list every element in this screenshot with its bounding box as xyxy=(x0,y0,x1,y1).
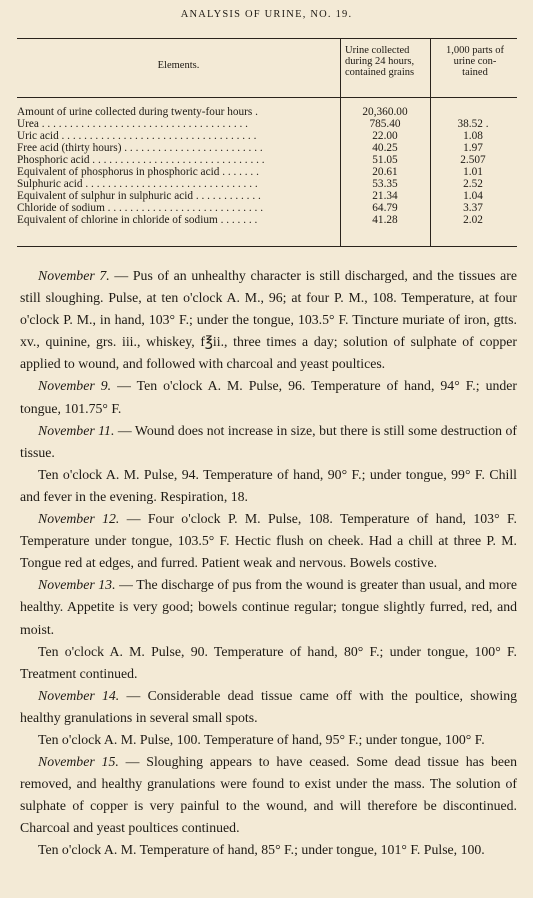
paragraph xyxy=(20,375,517,419)
entry-date: November 9. xyxy=(38,378,112,394)
table-row xyxy=(17,178,517,190)
paragraph xyxy=(20,839,517,861)
parts-per-thousand: 1.08 xyxy=(463,130,483,142)
entry-date: November 13. xyxy=(38,577,116,593)
grains-collected: 53.35 xyxy=(372,178,398,190)
entry-text: Ten o'clock A. M. Pulse, 94. Temperature of hand, 90° F.; under tongue, 99° F. Chill and fever in the evening. Respiration, 18. xyxy=(20,466,517,504)
parts-per-thousand: 3.37 xyxy=(463,202,483,214)
parts-per-thousand: 1.01 xyxy=(463,166,483,178)
table-row xyxy=(17,106,517,118)
entry-text: — Wound does not increase in size, but there is still some destruction of tissue. xyxy=(20,422,518,460)
header-rule xyxy=(17,97,517,98)
table-row xyxy=(17,190,517,202)
table-row xyxy=(17,214,517,226)
table-row xyxy=(17,166,517,178)
paragraph xyxy=(20,729,517,751)
grains-collected: 21.34 xyxy=(372,190,398,202)
running-header: ANALYSIS OF URINE, NO. 19. xyxy=(180,9,353,20)
entry-date: November 12. xyxy=(38,511,120,527)
column-header-collected: Urine collected during 24 hours, contained grains xyxy=(345,45,415,78)
entry-date: November 11. xyxy=(38,422,115,438)
grains-collected: 41.28 xyxy=(372,214,398,226)
element-name: Equivalent of chlorine in chloride of sodium . . . . . . . xyxy=(17,214,258,226)
paragraph xyxy=(20,574,517,640)
entry-text: — The discharge of pus from the wound is greater than usual, and more healthy. Appetite is very good; bowels continue regular; tongue slightly furred, red, and moist. xyxy=(20,577,517,637)
grains-collected: 40.25 xyxy=(372,142,398,154)
element-name: Phosphoric acid . . . . . . . . . . . . . . . . . . . . . . . . . . . . . . . xyxy=(17,154,265,166)
parts-per-thousand: 2.507 xyxy=(460,154,486,166)
entry-text: — Ten o'clock A. M. Pulse, 96. Temperature of hand, 94° F.; under tongue, 101.75° F. xyxy=(20,378,517,416)
paragraph xyxy=(20,685,517,729)
element-name: Free acid (thirty hours) . . . . . . . . . . . . . . . . . . . . . . . . . xyxy=(17,142,263,154)
entry-text: — Sloughing appears to have ceased. Some dead tissue has been removed, and healthy granulations were found to exist under the mass. The solution of sulphate of copper is very painful to the wound, and will therefore be discontinued. Charcoal and yeast poultices continued. xyxy=(20,754,518,836)
table-row xyxy=(17,130,517,142)
column-header-parts: 1,000 parts of urine con- tained xyxy=(445,45,505,78)
element-name: Uric acid . . . . . . . . . . . . . . . . . . . . . . . . . . . . . . . . . . . xyxy=(17,130,257,142)
paragraph xyxy=(20,508,517,574)
entry-text: — Pus of an unhealthy character is still discharged, and the tissues are still sloughing. Pulse, at ten o'clock A. M., 96; at four P. M., 108. Temperature, at four o'clock P. M., in hand, 103° F.; under the tongue, 103.5° F. Tincture muriate of iron, gtts. xv., quinine, grs. iii., whiskey, f℥ii., three times a day; solution of sulphate of copper applied to wound, and followed with charcoal and yeast poultices. xyxy=(20,268,517,372)
table-row xyxy=(17,118,517,130)
entry-date: November 14. xyxy=(38,687,120,703)
column-header-elements: Elements. xyxy=(157,60,200,71)
grains-collected: 785.40 xyxy=(369,118,401,130)
element-name: Amount of urine collected during twenty-four hours . xyxy=(17,106,258,118)
element-name: Urea . . . . . . . . . . . . . . . . . . . . . . . . . . . . . . . . . . . . . xyxy=(17,118,248,130)
table-row xyxy=(17,202,517,214)
entry-date: November 7. xyxy=(38,268,110,283)
grains-collected: 64.79 xyxy=(372,202,398,214)
grains-collected: 20.61 xyxy=(372,166,398,178)
paragraph xyxy=(20,641,517,685)
element-name: Equivalent of phosphorus in phosphoric acid . . . . . . . xyxy=(17,166,259,178)
parts-per-thousand: 38.52 . xyxy=(457,118,489,130)
element-name: Chloride of sodium . . . . . . . . . . . . . . . . . . . . . . . . . . . . xyxy=(17,202,264,214)
entry-text: — Considerable dead tissue came off with the poultice, showing healthy granulations in several small spots. xyxy=(20,687,517,725)
parts-per-thousand: 1.04 xyxy=(463,190,483,202)
entry-text: Ten o'clock A. M. Pulse, 90. Temperature of hand, 80° F.; under tongue, 100° F. Treatment continued. xyxy=(20,643,517,681)
entry-text: Ten o'clock A. M. Temperature of hand, 85° F.; under tongue, 101° F. Pulse, 100. xyxy=(38,842,485,858)
case-notes xyxy=(20,265,517,862)
parts-per-thousand: 2.52 xyxy=(463,178,483,190)
element-name: Sulphuric acid . . . . . . . . . . . . . . . . . . . . . . . . . . . . . . . xyxy=(17,178,258,190)
paragraph xyxy=(20,265,517,375)
paragraph xyxy=(20,464,517,508)
grains-collected: 20,360.00 xyxy=(362,106,408,118)
urine-analysis-table xyxy=(17,38,517,247)
parts-per-thousand: 1.97 xyxy=(463,142,483,154)
entry-text: Ten o'clock A. M. Pulse, 100. Temperature of hand, 95° F.; under tongue, 100° F. xyxy=(38,731,485,747)
entry-date: November 15. xyxy=(38,754,119,770)
parts-per-thousand: 2.02 xyxy=(463,214,483,226)
element-name: Equivalent of sulphur in sulphuric acid . . . . . . . . . . . . xyxy=(17,190,261,202)
grains-collected: 51.05 xyxy=(372,154,398,166)
paragraph xyxy=(20,751,517,839)
table-row xyxy=(17,142,517,154)
table-row xyxy=(17,154,517,166)
grains-collected: 22.00 xyxy=(372,130,398,142)
entry-text: — Four o'clock P. M. Pulse, 108. Temperature of hand, 103° F. Temperature under tongue, 103.5° F. Hectic flush on cheek. Had a chill at three P. M. Tongue red at edges, and furred. Patient weak and nervous. Bowels costive. xyxy=(20,511,517,571)
paragraph xyxy=(20,420,517,464)
